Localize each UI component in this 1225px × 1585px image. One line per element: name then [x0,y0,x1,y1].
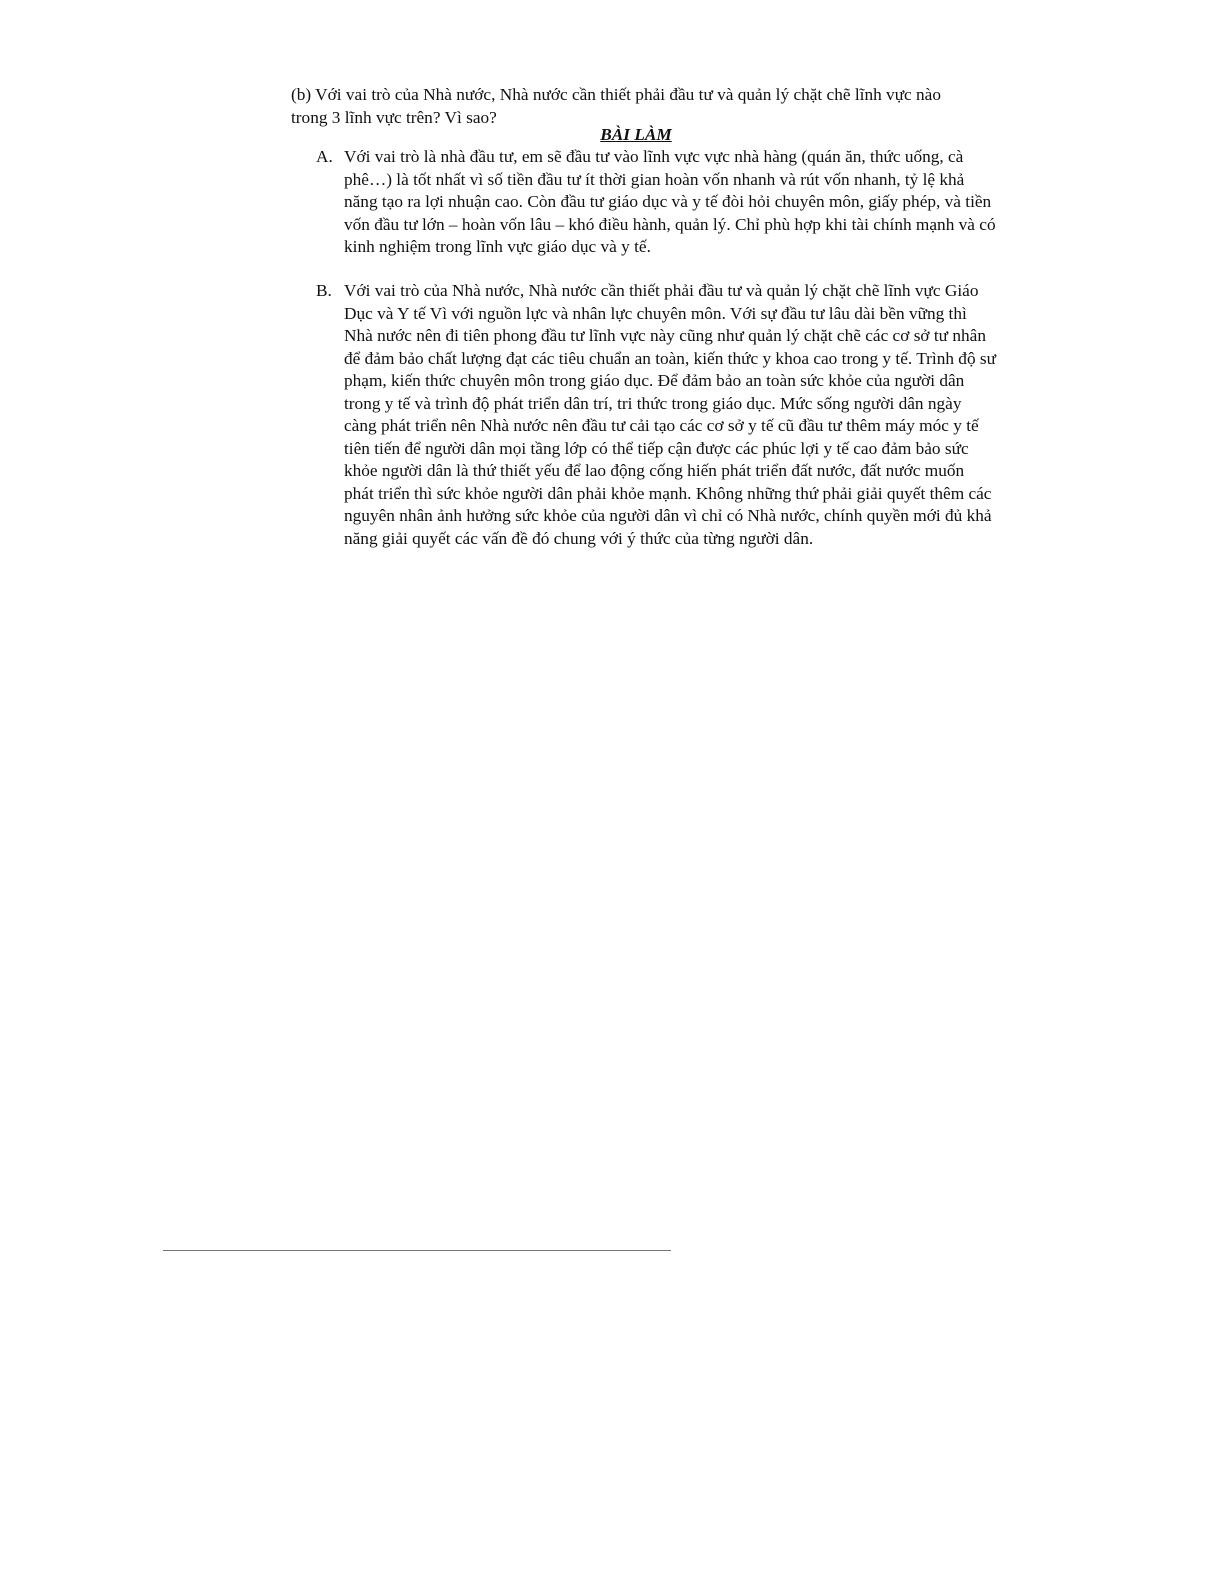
answer-text-a: Với vai trò là nhà đầu tư, em sẽ đầu tư vào lĩnh vực vực nhà hàng (quán ăn, thức uống, cà phê…) là tốt nhất vì số tiền đầu tư ít thời gian hoàn vốn nhanh và rút vốn nhanh, tỷ lệ khả năng tạo ra lợi nhuận cao. Còn đầu tư giáo dục và y tế đòi hỏi chuyên môn, giấy phép, và tiền vốn đầu tư lớn – hoàn vốn lâu – khó điều hành, quản lý. Chỉ phù hợp khi tài chính mạnh và có kinh nghiệm trong lĩnh vực giáo dục và y tế. [344,147,996,256]
answer-marker-a: A. [316,147,333,166]
answer-item-b [316,280,996,550]
answer-marker-b: B. [316,281,332,300]
question-text: (b) Với vai trò của Nhà nước, Nhà nước cần thiết phải đầu tư và quản lý chặt chẽ lĩnh vực nào trong 3 lĩnh vực trên? Vì sao? [291,85,941,127]
answer-item-a [316,146,996,259]
answer-heading: BÀI LÀM [600,125,672,144]
footnote-divider [163,1250,671,1251]
answer-text-b: Với vai trò của Nhà nước, Nhà nước cần thiết phải đầu tư và quản lý chặt chẽ lĩnh vực Giáo Dục và Y tế Vì với nguồn lực và nhân lực chuyên môn. Với sự đầu tư lâu dài bền vững thì Nhà nước nên đi tiên phong đầu tư lĩnh vực này cũng như quản lý chặt chẽ các cơ sở tư nhân để đảm bảo chất lượng đạt các tiêu chuẩn an toàn, kiến thức y khoa cao trong y tế. Trình độ sư phạm, kiến thức chuyên môn trong giáo dục. Để đảm bảo an toàn sức khỏe của người dân trong y tế và trình độ phát triển dân trí, tri thức trong giáo dục. Mức sống người dân ngày càng phát triển nên Nhà nước nên đầu tư cải tạo các cơ sở y tế cũ đầu tư thêm máy móc y tế tiên tiến để người dân mọi tầng lớp có thể tiếp cận được các phúc lợi y tế cao đảm bảo sức khỏe người dân là thứ thiết yếu để lao động cống hiến phát triển đất nước, đất nước muốn phát triển thì sức khỏe người dân phải khỏe mạnh. Không những thứ phải giải quyết thêm các nguyên nhân ảnh hưởng sức khỏe của người dân vì chỉ có Nhà nước, chính quyền mới đủ khả năng giải quyết các vấn đề đó chung với ý thức của từng người dân. [344,281,996,548]
